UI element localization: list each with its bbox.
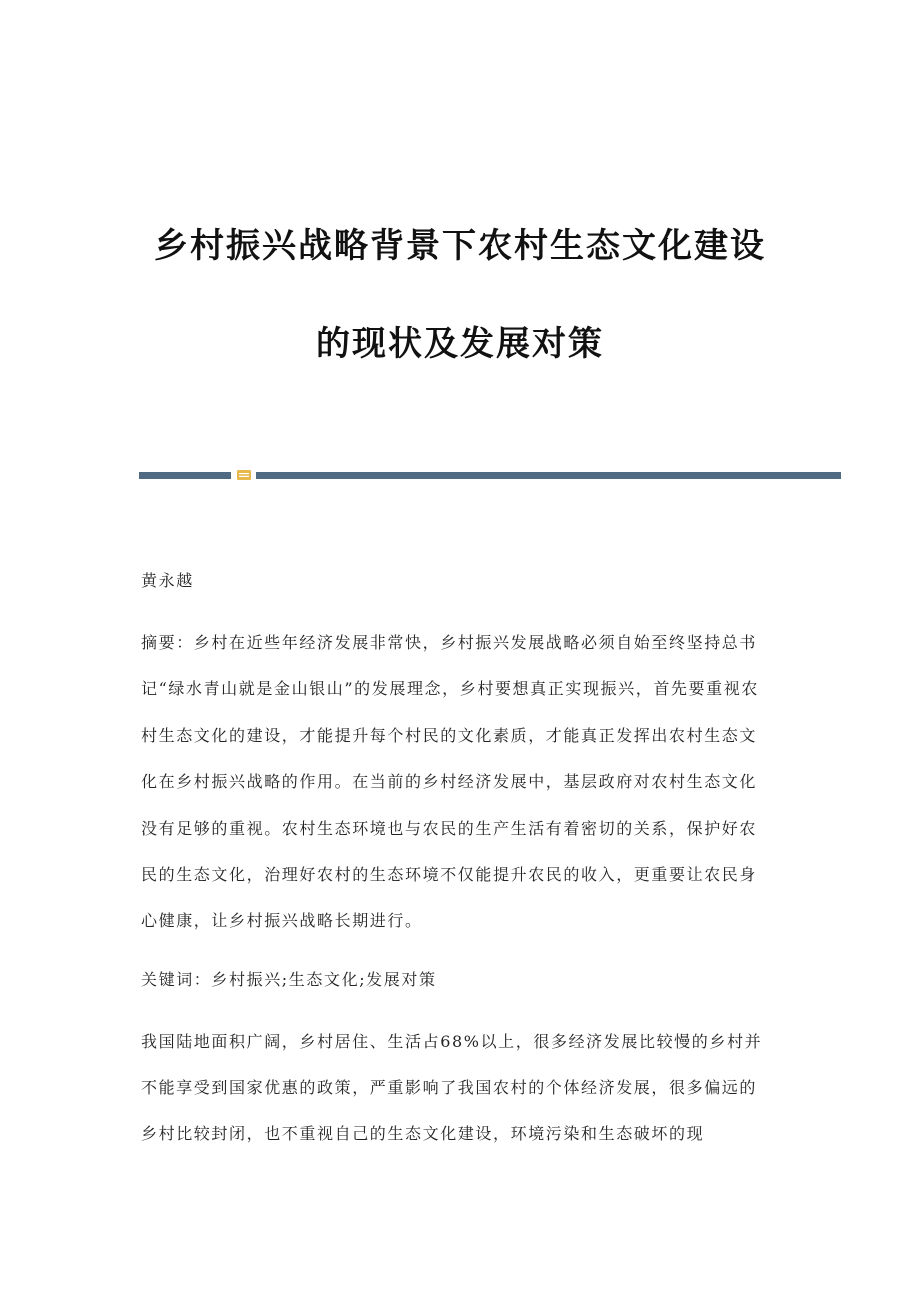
author-name: 黄永越 bbox=[141, 571, 194, 590]
title-line-2: 的现状及发展对策 bbox=[316, 324, 604, 364]
abstract-text: 摘要：乡村在近些年经济发展非常快，乡村振兴发展战略必须自始至终坚持总书记“绿水青山就是金山银山”的发展理念，乡村要想真正实现振兴，首先要重视农村生态文化的建设，才能提升每个村民的文化素质，才能真正发挥出农村生态文化在乡村振兴战略的作用。在当前的乡村经济发展中，基层政府对农村生态文化没有足够的重视。农村生态环境也与农民的生产生活有着密切的关系，保护好农民的生态文化，治理好农村的生态环境不仅能提升农民的收入，更重要让农民身心健康，让乡村振兴战略长期进行。 bbox=[141, 633, 759, 931]
divider-bar-right bbox=[256, 472, 841, 479]
body-paragraph bbox=[141, 1019, 771, 1157]
abstract-paragraph bbox=[141, 620, 771, 945]
title-line-1: 乡村振兴战略背景下农村生态文化建设 bbox=[154, 226, 766, 266]
keywords-line: 关键词：乡村振兴;生态文化;发展对策 bbox=[141, 970, 437, 989]
body-text: 我国陆地面积广阔，乡村居住、生活占68%以上，很多经济发展比较慢的乡村并不能享受到国家优惠的政策，严重影响了我国农村的个体经济发展，很多偏远的乡村比较封闭，也不重视自己的生态文化建设，环境污染和生态破坏的现 bbox=[141, 1032, 763, 1143]
divider-bar-left bbox=[139, 472, 231, 479]
divider-ornament-icon bbox=[236, 469, 252, 481]
title-divider bbox=[139, 469, 841, 481]
